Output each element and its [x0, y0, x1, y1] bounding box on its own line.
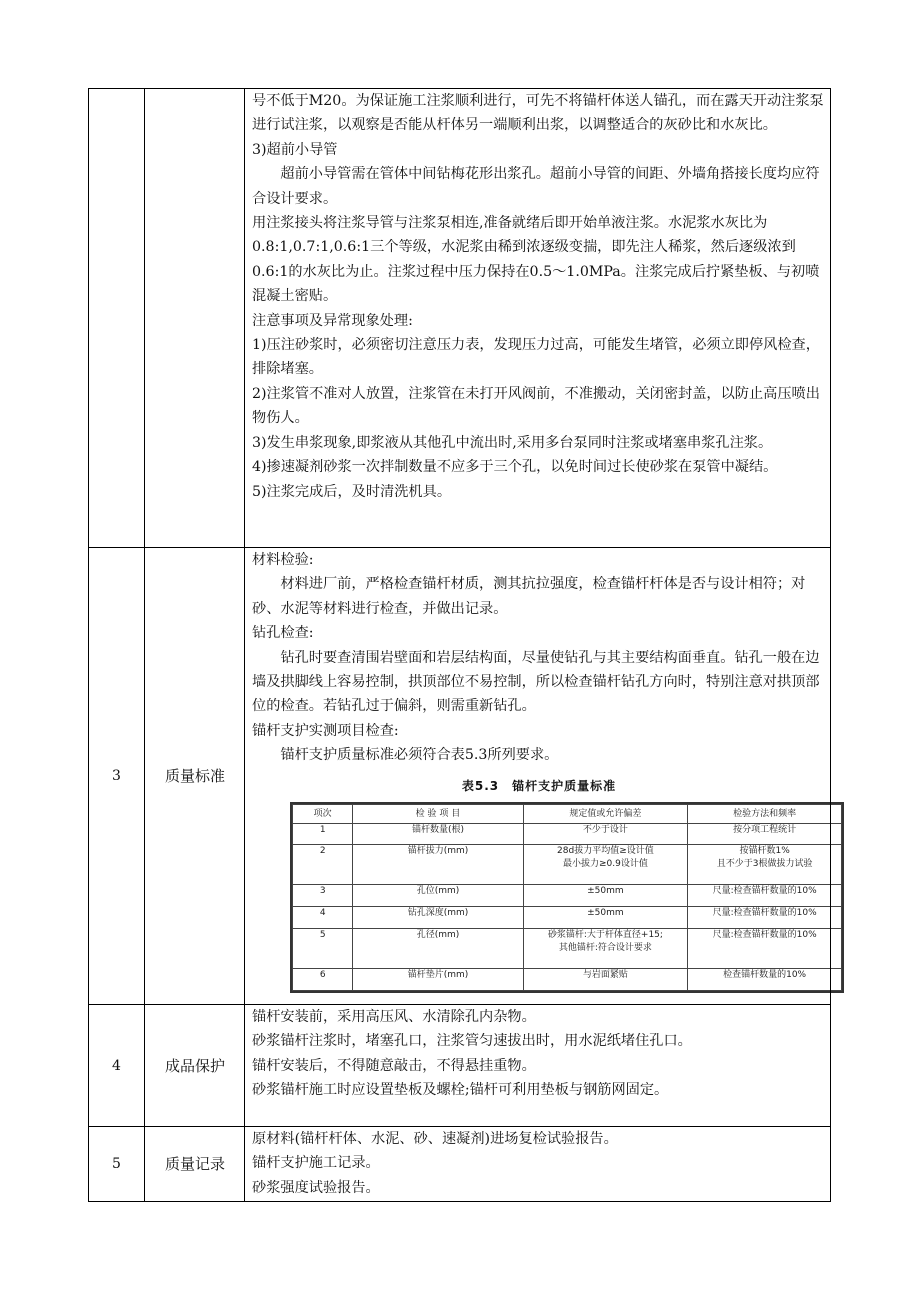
- list-item: 1)压注砂浆时，必须密切注意压力表，发现压力过高，可能发生堵管，必须立即停风检查，排除堵塞。: [252, 337, 820, 378]
- table-cell: ±50mm: [523, 885, 688, 907]
- paragraph: 钻孔时要查清围岩壁面和岩层结构面，尽量使钻孔与其主要结构面垂直。钻孔一般在边墙及拱脚线上容易控制，拱顶部位不易控制，所以检查锚杆钻孔方向时，特别注意对拱顶部位的检查。若钻孔过于偏斜，则需重新钻孔。: [252, 649, 820, 715]
- row-label-cell: [145, 89, 245, 548]
- list-item: 5)注浆完成后，及时清洗机具。: [252, 483, 452, 500]
- table-row: [293, 929, 842, 969]
- table-cell: 6: [293, 969, 353, 991]
- embedded-table-frame: [290, 802, 844, 993]
- column-header: 规定值或允许偏差: [523, 805, 688, 824]
- table-cell: 尺量:检查锚杆数量的10%: [688, 907, 842, 929]
- column-header: 项次: [293, 805, 353, 824]
- paragraph: 砂浆锚杆注浆时，堵塞孔口，注浆管匀速拔出时，用水泥纸堵住孔口。: [252, 1033, 692, 1050]
- row-label-cell: 成品保护: [145, 1005, 245, 1127]
- table-row: [293, 824, 842, 845]
- paragraph: 锚杆安装前，采用高压风、水清除孔内杂物。: [252, 1009, 536, 1025]
- paragraph: 砂浆锚杆施工时应设置垫板及螺栓;锚杆可利用垫板与钢筋网固定。: [252, 1082, 669, 1099]
- subheading: 注意事项及异常现象处理:: [252, 312, 413, 329]
- table-cell: 尺量:检查锚杆数量的10%: [688, 885, 842, 907]
- construction-spec-table: [88, 88, 831, 1202]
- table-cell: 28d拔力平均值≥设计值 最小拔力≥0.9设计值: [523, 845, 688, 885]
- table-row: [293, 907, 842, 929]
- table-header-row: [293, 805, 842, 824]
- quality-records-row: [89, 1127, 831, 1202]
- paragraph: 锚杆安装后，不得随意敲击，不得悬挂重物。: [252, 1057, 536, 1074]
- table-cell: 检查锚杆数量的10%: [688, 969, 842, 991]
- row-number-cell: 5: [89, 1127, 145, 1202]
- table-cell: 锚杆垫片(mm): [353, 969, 523, 991]
- table-row: [293, 845, 842, 885]
- row-label-cell: 质量标准: [145, 548, 245, 1005]
- finished-product-protection-row: [89, 1005, 831, 1127]
- row-content-cell: [245, 89, 831, 548]
- table-cell: 3: [293, 885, 353, 907]
- subheading: 3)超前小导管: [252, 141, 338, 158]
- table-cell: 5: [293, 929, 353, 969]
- table-cell: ±50mm: [523, 907, 688, 929]
- paragraph: 超前小导管需在管体中间钻梅花形出浆孔。超前小导管的间距、外墙角搭接长度均应符合设计要求。: [252, 166, 820, 207]
- paragraph: 锚杆支护质量标准必须符合表5.3所列要求。: [280, 747, 559, 764]
- column-header: 检验方法和频率: [688, 805, 842, 824]
- table-cell: 2: [293, 845, 353, 885]
- table-cell: 钻孔深度(mm): [353, 907, 523, 929]
- paragraph: 材料进厂前，严格检查锚杆材质，测其抗拉强度，检查锚杆杆体是否与设计相符；对砂、水泥等材料进行检查，并做出记录。: [252, 576, 806, 617]
- row-number-cell: [89, 89, 145, 548]
- table-cell: 孔位(mm): [353, 885, 523, 907]
- quality-standard-table: [292, 804, 842, 991]
- paragraph: 号不低于M20。为保证施工注浆顺利进行，可先不将锚杆体送人锚孔，而在露天开动注浆泵进行试注浆，以观察是否能从杆体另一端顺利出浆，以调整适合的灰砂比和水灰比。: [252, 93, 824, 134]
- subheading: 钻孔检查:: [252, 625, 314, 642]
- row-number-cell: 4: [89, 1005, 145, 1127]
- table-cell: 按锚杆数1% 且不少于3根做拔力试验: [688, 845, 842, 885]
- table-cell: 按分项工程统计: [688, 824, 842, 845]
- quality-standard-row: [89, 548, 831, 1005]
- table-cell: 不少于设计: [523, 824, 688, 845]
- table-cell: 孔径(mm): [353, 929, 523, 969]
- row-number-cell: 3: [89, 548, 145, 1005]
- list-item: 3)发生串浆现象,即浆液从其他孔中流出时,采用多台泵同时注浆或堵塞串浆孔注浆。: [252, 434, 773, 451]
- table-row: [293, 885, 842, 907]
- paragraph: 锚杆支护施工记录。: [252, 1155, 380, 1172]
- table-cell: 与岩面紧贴: [523, 969, 688, 991]
- list-item: 4)掺速凝剂砂浆一次拌制数量不应多于三个孔，以免时间过长使砂浆在泵管中凝结。: [252, 459, 778, 476]
- table-cell: 锚杆数量(根): [353, 824, 523, 845]
- subheading: 锚杆支护实测项目检查:: [252, 722, 399, 739]
- row-content-cell: [245, 548, 831, 1005]
- continuation-row: [89, 89, 831, 548]
- paragraph: 用注浆接头将注浆导管与注浆泵相连,准备就绪后即开始单液注浆。水泥浆水灰比为0.8:1,0.7:1,0.6:1三个等级，水泥浆由稀到浓逐级变揣，即先注人稀浆，然后逐级浓到0.6:1的水灰比为止。注浆过程中压力保持在0.5～1.0MPa。注浆完成后拧紧垫板、与初喷混凝土密贴。: [252, 215, 820, 305]
- table-cell: 4: [293, 907, 353, 929]
- paragraph: 砂浆强度试验报告。: [252, 1179, 380, 1196]
- paragraph: 原材料(锚杆杆体、水泥、砂、速凝剂)进场复检试验报告。: [252, 1131, 618, 1147]
- table-cell: 尺量:检查锚杆数量的10%: [688, 929, 842, 969]
- table-row: [293, 969, 842, 991]
- embedded-table-title: 表5.3 锚杆支护质量标准: [461, 778, 617, 793]
- subheading: 材料检验:: [252, 552, 314, 568]
- table-cell: 1: [293, 824, 353, 845]
- table-cell: 锚杆拔力(mm): [353, 845, 523, 885]
- row-content-cell: [245, 1127, 831, 1202]
- table-cell: 砂浆锚杆:大于杆体直径+15; 其他锚杆:符合设计要求: [523, 929, 688, 969]
- column-header: 检 验 项 目: [353, 805, 523, 824]
- row-content-cell: [245, 1005, 831, 1127]
- row-label-cell: 质量记录: [145, 1127, 245, 1202]
- list-item: 2)注浆管不准对人放置，注浆管在未打开风阀前，不准搬动，关闭密封盖，以防止高压喷出物伤人。: [252, 385, 820, 427]
